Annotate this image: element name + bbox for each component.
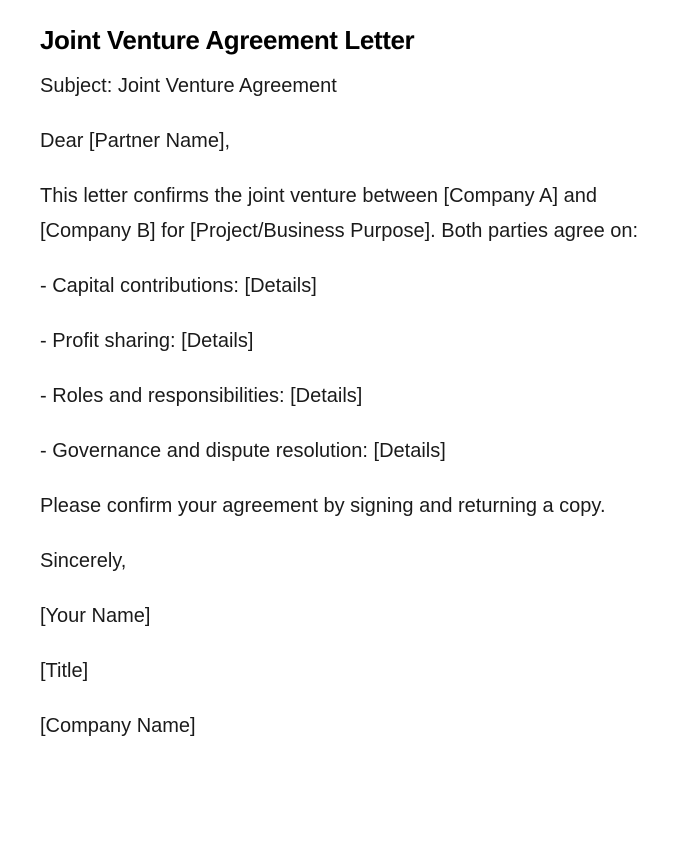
intro-paragraph: This letter confirms the joint venture between [Company A] and [Company B] for [Project/Business Purpose]. Both parties agree on:	[40, 185, 639, 242]
salutation: Dear [Partner Name],	[40, 130, 231, 152]
signature-title: [Title]	[40, 660, 89, 682]
signature-name: [Your Name]	[40, 605, 151, 627]
term-item-profit: - Profit sharing: [Details]	[40, 330, 254, 352]
term-item-governance: - Governance and dispute resolution: [Details]	[40, 440, 446, 462]
sign-off: Sincerely,	[40, 550, 127, 572]
terms-list	[40, 269, 660, 469]
signature-block	[40, 599, 660, 744]
subject-line: Subject: Joint Venture Agreement	[40, 75, 337, 97]
term-item-roles: - Roles and responsibilities: [Details]	[40, 385, 363, 407]
term-item-capital: - Capital contributions: [Details]	[40, 275, 317, 297]
signature-company: [Company Name]	[40, 715, 196, 737]
closing-request: Please confirm your agreement by signing and returning a copy.	[40, 495, 606, 517]
document-title: Joint Venture Agreement Letter	[40, 25, 415, 55]
